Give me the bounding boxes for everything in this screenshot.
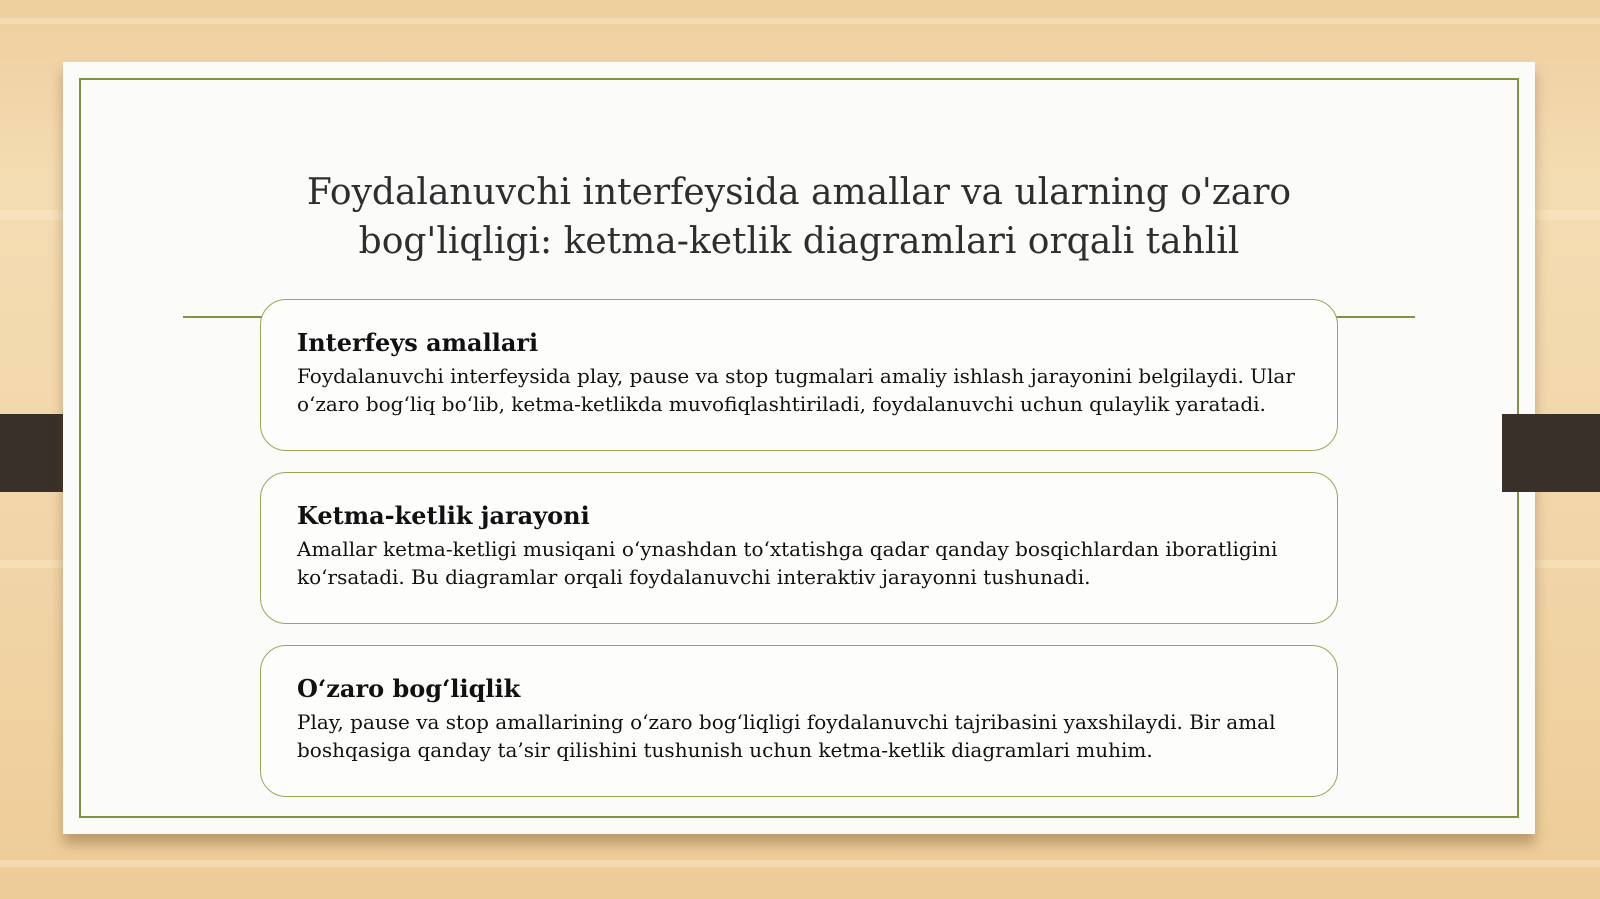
card-ozaro-bogliqlik [260,645,1338,797]
wood-grain [0,18,1600,24]
wood-grain [0,860,1600,867]
title-line-2: bog'liqligi: ketma-ketlik diagramlari orqali tahlil [358,221,1240,262]
card-body: Amallar ketma-ketligi musiqani o‘ynashdan to‘xtatishga qadar qanday bosqichlardan iboratligini ko‘rsatadi. Bu diagramlar orqali foydalanuvchi interaktiv jarayonni tushunadi. [297,537,1278,589]
title-line-1: Foydalanuvchi interfeysida amallar va ularning o'zaro [306,172,1292,213]
card-body: Foydalanuvchi interfeysida play, pause va stop tugmalari amaliy ishlash jarayonini belgilaydi. Ular o‘zaro bog‘liq bo‘lib, ketma-ketlikda muvofiqlashtiriladi, foydalanuvchi uchun qulaylik yaratadi. [297,364,1295,416]
slide [63,62,1535,834]
card-heading: O‘zaro bog‘liqlik [297,674,521,703]
right-tab-decoration [1502,414,1600,492]
card-interfeys-amallari [260,299,1338,451]
card-body: Play, pause va stop amallarining o‘zaro bog‘liqligi foydalanuvchi tajribasini yaxshilaydi. Bir amal boshqasiga qanday ta’sir qilishini tushunish uchun ketma-ketlik diagramlari muhim. [297,710,1276,762]
slide-title [243,168,1355,266]
card-heading: Ketma-ketlik jarayoni [297,501,590,530]
card-ketma-ketlik-jarayoni [260,472,1338,624]
card-heading: Interfeys amallari [297,328,539,357]
